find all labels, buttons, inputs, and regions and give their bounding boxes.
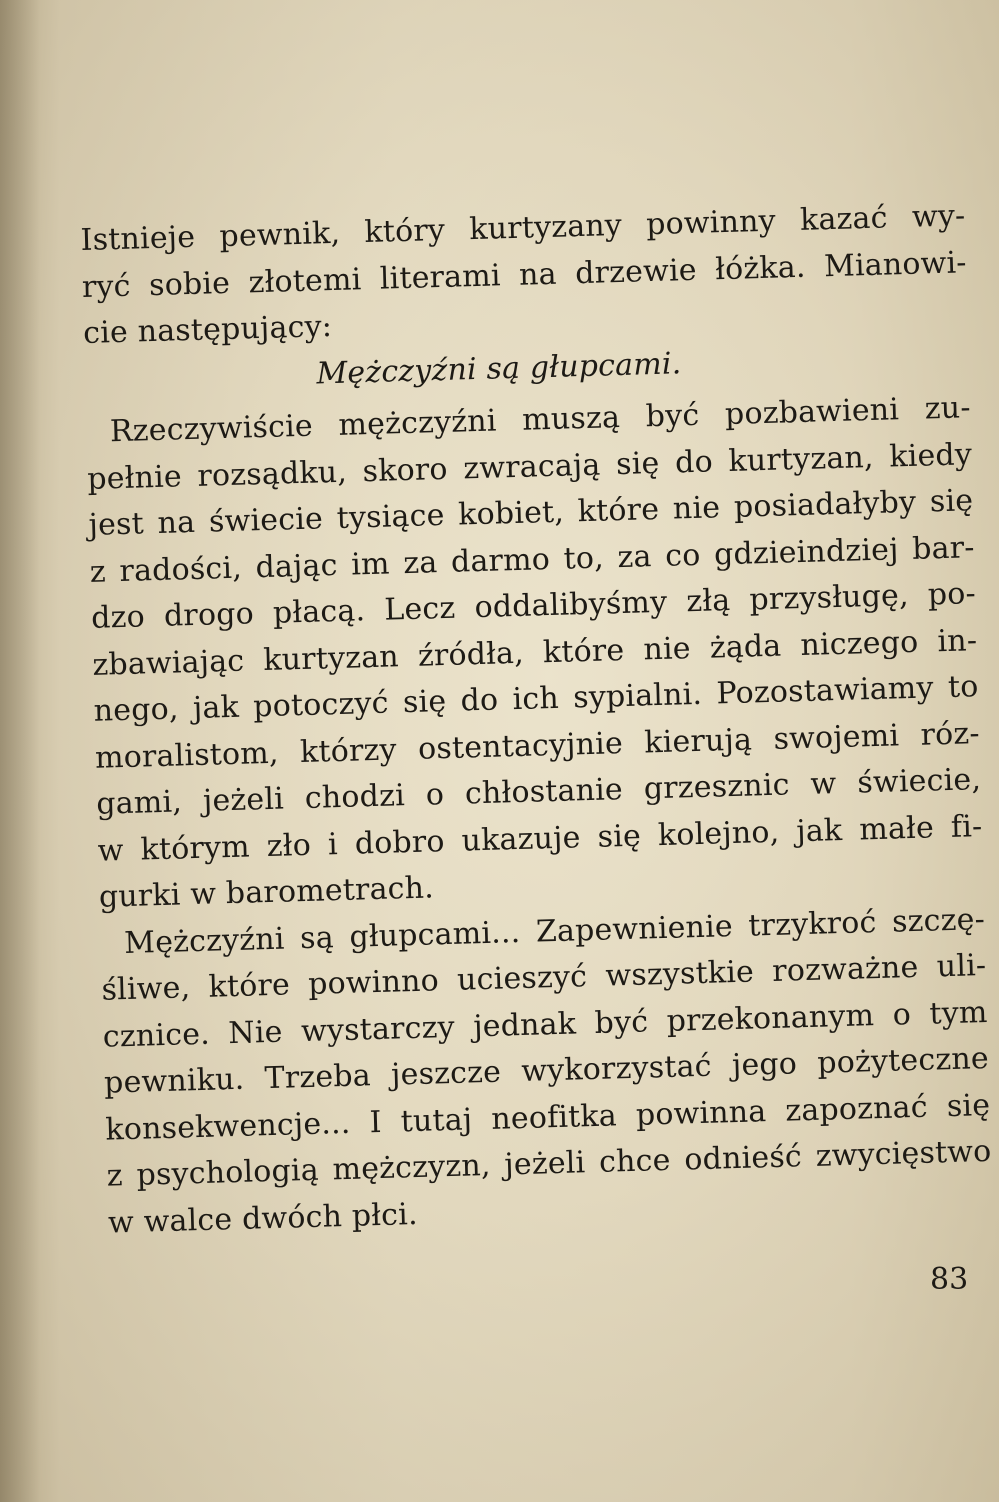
text-line: śliwe, które powinno ucieszyć wszystkie rozważne uli- xyxy=(101,947,987,1008)
text-line: pełnie rozsądku, skoro zwracają się do kurtyzan, kiedy xyxy=(86,436,973,497)
text-line: pewniku. Trzeba jeszcze wykorzystać jego pożyteczne xyxy=(103,1040,990,1101)
text-line: z radości, dając im za darmo to, za co gdzieindziej bar- xyxy=(89,529,976,590)
text-line: gami, jeżeli chodzi o chłostanie grzesznic w świecie, xyxy=(95,762,982,822)
text-line: moralistom, którzy ostentacyjnie kierują swojemi róz- xyxy=(94,715,981,776)
text-line: nego, jak potoczyć się do ich sypialni. Pozostawiamy to xyxy=(93,669,979,729)
text-line: Rzeczywiście mężczyźni muszą być pozbawieni zu- xyxy=(109,390,972,450)
text-line: zbawiając kurtyzan źródła, które nie żąda niczego in- xyxy=(91,622,978,683)
text-line: cznice. Nie wystarczy jednak być przekonanym o tym xyxy=(102,994,989,1055)
text-line: dzo drogo płacą. Lecz oddalibyśmy złą przysługę, po- xyxy=(90,576,977,636)
text-line: ryć sobie złotemi literami na drzewie łóżka. Mianowi- xyxy=(81,244,968,305)
text-line: jest na świecie tysiące kobiet, które nie posiadałyby się xyxy=(88,483,974,543)
text-line: w walce dwóch płci. xyxy=(107,1196,419,1241)
text-body xyxy=(80,193,993,1246)
text-line: cie następujący: xyxy=(82,309,333,351)
text-line: z psychologią mężczyzn, jeżeli chce odnieść zwycięstwo xyxy=(106,1133,992,1194)
motto-line: Mężczyźni są głupcami. xyxy=(315,345,682,391)
page-number: 83 xyxy=(930,1262,969,1297)
text-line: konsekwencje... I tutaj neofitka powinna zapoznać się xyxy=(104,1087,991,1148)
text-line: gurki w barometrach. xyxy=(98,870,435,915)
text-line: Istnieje pewnik, który kurtyzany powinny kazać wy- xyxy=(80,198,966,258)
text-line: Mężczyźni są głupcami... Zapewnienie trzykroć szczę- xyxy=(123,901,986,961)
text-line: w którym zło i dobro ukazuje się kolejno, jak małe fi- xyxy=(97,808,983,869)
